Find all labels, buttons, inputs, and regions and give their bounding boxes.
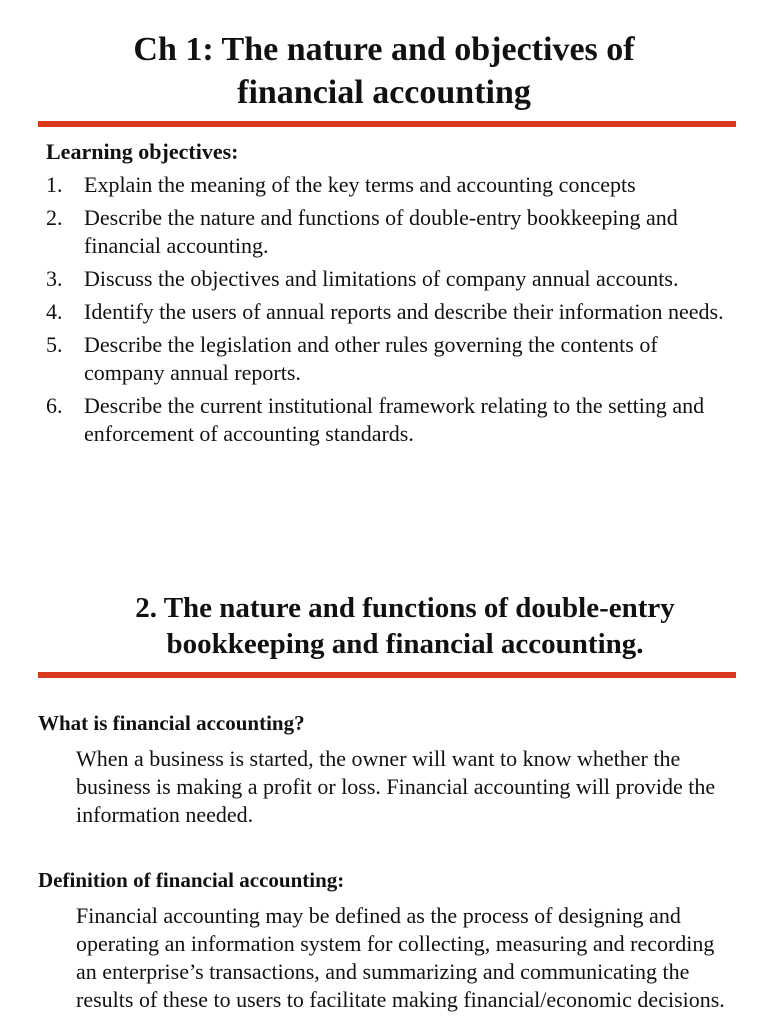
title-divider [38, 121, 736, 127]
list-item-text: Describe the legislation and other rules governing the contents of company annual reports. [84, 332, 658, 385]
definition-body: Financial accounting may be defined as the process of designing and operating an information system for collecting, measuring and recording an enterprise’s transactions, and summarizing and communicating the results of these to users to facilitate making financial/economic decisions. [76, 903, 725, 1012]
learning-objectives-heading: Learning objectives: [46, 139, 239, 164]
list-item-number: 6. [46, 393, 63, 418]
what-is-body: When a business is started, the owner will want to know whether the business is making a profit or loss. Financial accounting will provide the information needed. [76, 746, 716, 827]
list-item-number: 1. [46, 172, 63, 197]
list-item [46, 298, 736, 326]
page-title [0, 28, 768, 114]
list-item-number: 3. [46, 266, 63, 291]
list-item-number: 5. [46, 332, 63, 357]
list-item-text: Identify the users of annual reports and describe their information needs. [84, 299, 724, 324]
list-item [46, 331, 736, 387]
list-item-text: Explain the meaning of the key terms and accounting concepts [84, 172, 636, 197]
section-divider [38, 672, 736, 678]
list-item [46, 265, 736, 293]
list-item [46, 392, 736, 448]
list-item-number: 2. [46, 205, 63, 230]
list-item-text: Discuss the objectives and limitations of company annual accounts. [84, 266, 679, 291]
section-title [60, 590, 750, 662]
list-item-text: Describe the nature and functions of double-entry bookkeeping and financial accounting. [84, 205, 678, 258]
definition-heading: Definition of financial accounting: [38, 868, 345, 892]
learning-objectives-list [46, 171, 736, 453]
section-title-line-1: 2. The nature and functions of double-entry [135, 592, 675, 624]
list-item [46, 204, 736, 260]
list-item [46, 171, 736, 199]
page-title-line-2: financial accounting [237, 74, 531, 111]
list-item-text: Describe the current institutional framework relating to the setting and enforcement of accounting standards. [84, 393, 705, 446]
what-is-heading: What is financial accounting? [38, 711, 305, 735]
section-title-line-2: bookkeeping and financial accounting. [166, 628, 644, 660]
list-item-number: 4. [46, 299, 63, 324]
page-title-line-1: Ch 1: The nature and objectives of [133, 31, 635, 68]
